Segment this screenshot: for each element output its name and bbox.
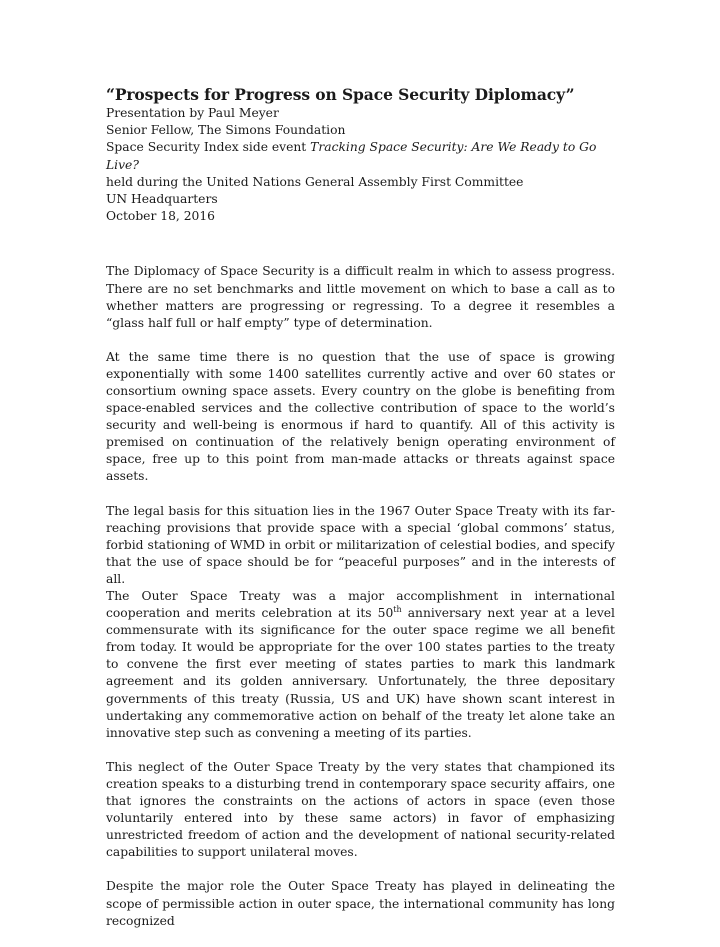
document-title: “Prospects for Progress on Space Security Diplomacy” [106, 85, 575, 104]
paragraph-6: Despite the major role the Outer Space Treaty has played in delineating the scope of permissible action in outer space, the international community has long recognized [106, 879, 615, 928]
event-title: Tracking Space Security: Are We Ready to Go Live? [106, 140, 597, 172]
ordinal-suffix: th [393, 605, 402, 615]
document-page [106, 84, 615, 947]
event-prefix: Space Security Index side event [106, 140, 311, 155]
paragraph-4-start: The Outer Space Treaty was a major accomplishment in international cooperation and merits celebration at its 50 [106, 589, 615, 621]
presentation-details [106, 105, 615, 225]
held-line: held during the United Nations General Assembly First Committee [106, 174, 524, 189]
paragraph-2: At the same time there is no question that the use of space is growing exponentially with some 1400 satellites currently active and over 60 states or consortium owning space assets. Every country on the globe is benefiting from space-enabled services and the collective contribution of space to the world’s security and well-being is enormous if hard to quantify. All of this activity is premised on continuation of the relatively benign operating environment of space, free up to this point from man-made attacks or threats against space assets. [106, 349, 615, 484]
paragraph-1: The Diplomacy of Space Security is a difficult realm in which to assess progress. There are no set benchmarks and little movement on which to base a call as to whether matters are progressing or regressing. To a degree it resembles a “glass half full or half empty” type of determination. [106, 264, 615, 330]
paragraph-4-end: anniversary next year at a level commensurate with its significance for the outer space regime we all benefit from today. It would be appropriate for the over 100 states parties to the treaty to convene the first ever meeting of states parties to mark this landmark agreement and its golden anniversary. Unfortunately, the three depositary governments of this treaty (Russia, US and UK) have shown scant interest in undertaking any commemorative action on behalf of the treaty let alone take an innovative step such as convening a meeting of its parties. [106, 606, 615, 740]
paragraph-5: This neglect of the Outer Space Treaty by the very states that championed its creation speaks to a disturbing trend in contemporary space security affairs, one that ignores the constraints on the actions of actors in space (even those voluntarily entered into by these same actors) in favor of emphasizing unrestricted freedom of action and the development of national security-related capabilities to support unilateral moves. [106, 759, 615, 860]
presenter-line: Presentation by Paul Meyer [106, 106, 279, 120]
paragraph-3: The legal basis for this situation lies in the 1967 Outer Space Treaty with its far-reaching provisions that provide space with a special ‘global commons’ status, forbid stationing of WMD in orbit or militarization of celestial bodies, and specify that the use of space should be for “peaceful purposes” and in the interests of all. [106, 503, 615, 586]
date-line: October 18, 2016 [106, 209, 216, 224]
event-line [106, 139, 615, 173]
location-line: UN Headquarters [106, 192, 218, 207]
presenter-role: Senior Fellow, The Simons Foundation [106, 123, 346, 138]
paragraph-4 [106, 588, 615, 742]
